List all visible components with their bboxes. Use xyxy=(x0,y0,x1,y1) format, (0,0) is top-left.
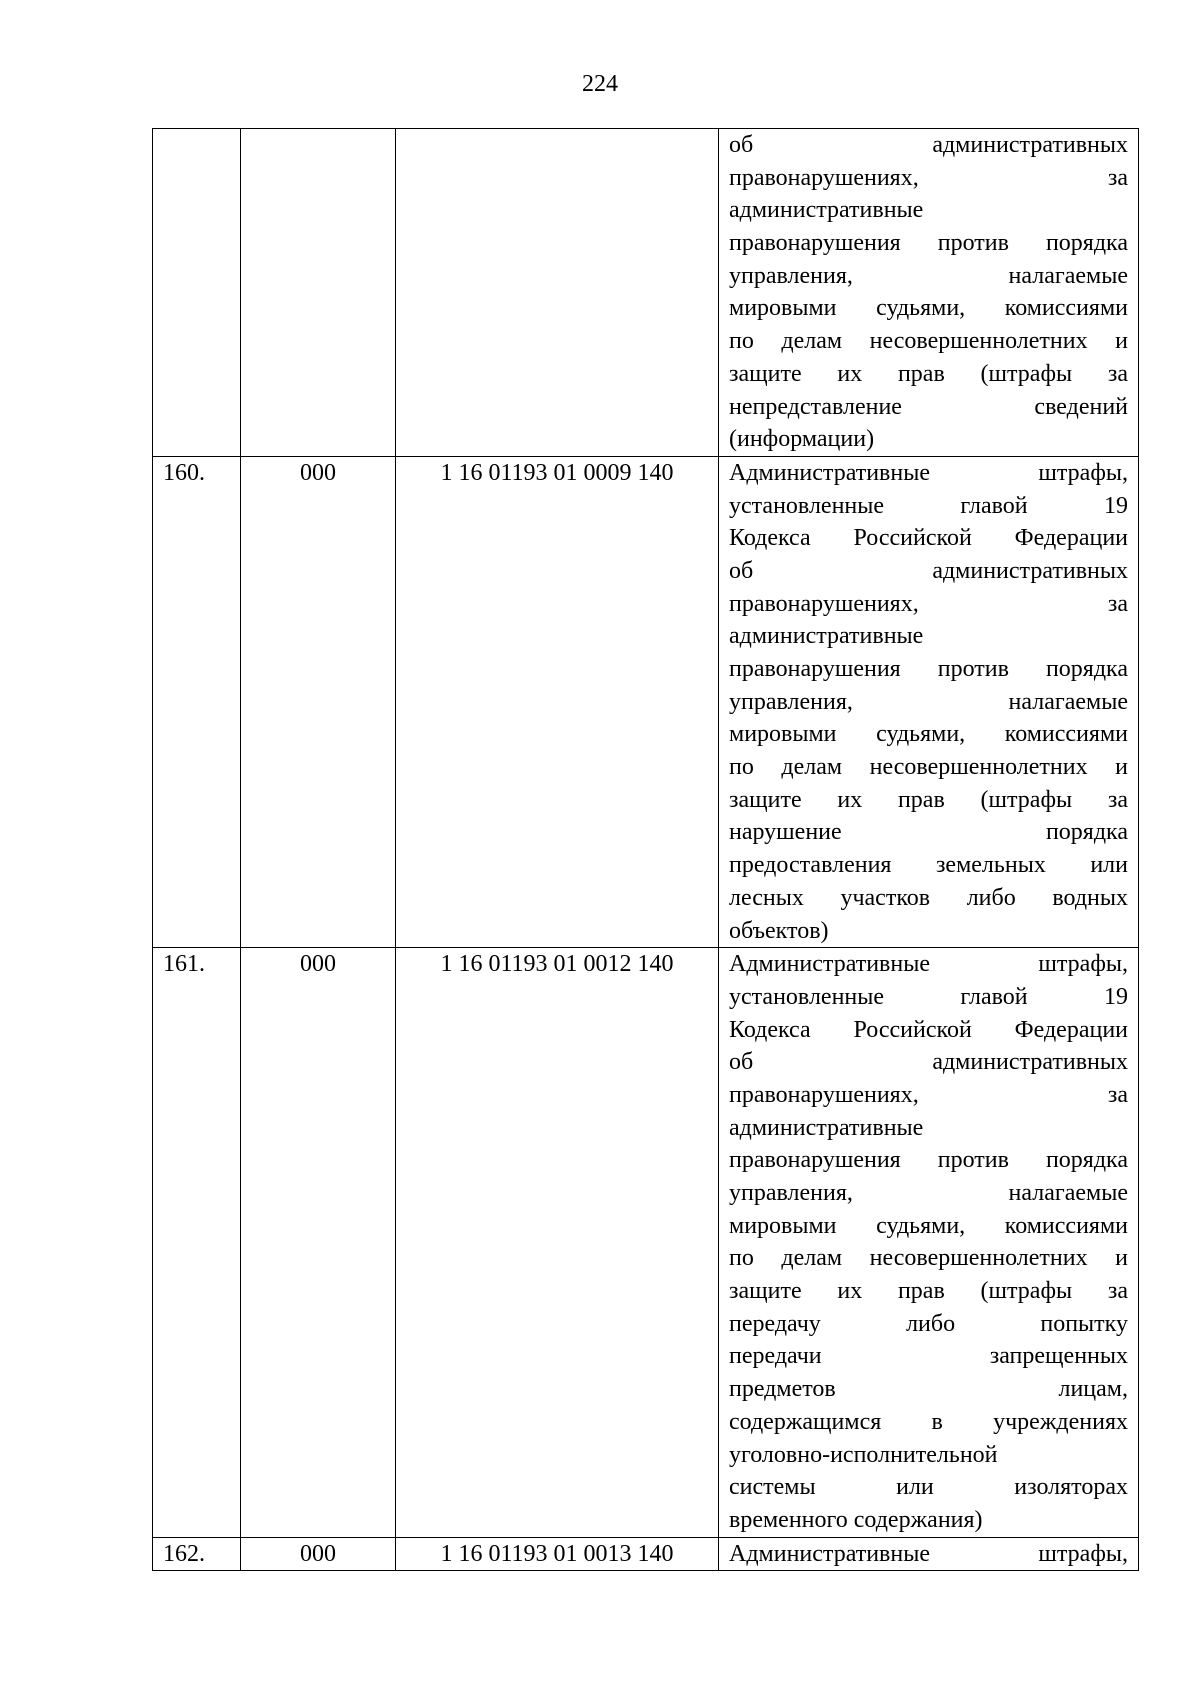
description-line: передачи запрещенных xyxy=(729,1343,1128,1370)
description-line: правонарушениях, за xyxy=(729,164,1128,191)
table-row xyxy=(153,1537,1139,1571)
row-number xyxy=(153,129,241,457)
admin-code-cell xyxy=(241,129,396,457)
table-row xyxy=(153,129,1139,457)
description-line: мировыми судьями, комиссиями xyxy=(729,295,1128,322)
description-line: (информации) xyxy=(729,426,875,453)
description-line: правонарушениях, за xyxy=(729,590,1128,617)
description-line: непредставление сведений xyxy=(729,393,1128,420)
description-line: административные xyxy=(729,1114,924,1141)
description-line: правонарушениях, за xyxy=(729,1081,1128,1108)
description-cell xyxy=(719,456,1139,947)
row-number: 160. xyxy=(153,456,241,947)
description-line: предметов лицам, xyxy=(729,1376,1128,1403)
description-line: Административные штрафы, xyxy=(729,459,1128,486)
table-row xyxy=(153,948,1139,1537)
description-cell xyxy=(719,1537,1139,1571)
description-line: лесных участков либо водных xyxy=(729,884,1128,911)
description-line: установленные главой 19 xyxy=(729,492,1128,519)
description-line: нарушение порядка xyxy=(729,819,1128,846)
description-line: по делам несовершеннолетних и xyxy=(729,754,1128,781)
admin-code-cell: 000 xyxy=(241,456,396,947)
description-line: предоставления земельных или xyxy=(729,852,1128,879)
description-line: содержащимся в учреждениях xyxy=(729,1408,1128,1435)
description-cell xyxy=(719,948,1139,1537)
description-line: об административных xyxy=(729,1049,1128,1076)
admin-code-cell: 000 xyxy=(241,948,396,1537)
budget-code-cell: 1 16 01193 01 0009 140 xyxy=(396,456,719,947)
description-line: защите их прав (штрафы за xyxy=(729,360,1128,387)
description-line: защите их прав (штрафы за xyxy=(729,786,1128,813)
description-line: защите их прав (штрафы за xyxy=(729,1278,1128,1305)
description-line: временного содержания) xyxy=(729,1506,983,1533)
description-line: правонарушения против порядка xyxy=(729,656,1128,682)
description-line: Кодекса Российской Федерации xyxy=(729,525,1128,552)
description-line: системы или изоляторах xyxy=(729,1474,1128,1501)
description-line: уголовно-исполнительной xyxy=(729,1441,998,1468)
description-line: объектов) xyxy=(729,917,829,944)
description-line: административные xyxy=(729,197,924,224)
description-line: Административные штрафы, xyxy=(729,951,1128,978)
description-line: управления, налагаемые xyxy=(729,262,1128,289)
description-line: передачу либо попытку xyxy=(729,1310,1128,1337)
budget-code-cell: 1 16 01193 01 0013 140 xyxy=(396,1537,719,1571)
description-line: управления, налагаемые xyxy=(729,1180,1128,1206)
description-line: по делам несовершеннолетних и xyxy=(729,328,1128,355)
table-row xyxy=(153,456,1139,947)
description-line: по делам несовершеннолетних и xyxy=(729,1245,1128,1272)
budget-code-cell xyxy=(396,129,719,457)
page-number: 224 xyxy=(582,71,618,97)
description-line: Административные штрафы, xyxy=(729,1540,1128,1567)
description-line: об административных xyxy=(729,132,1128,158)
description-line: мировыми судьями, комиссиями xyxy=(729,1212,1128,1239)
description-line: правонарушения против порядка xyxy=(729,1147,1128,1174)
budget-codes-table xyxy=(152,128,1139,1571)
description-line: управления, налагаемые xyxy=(729,688,1128,715)
admin-code-cell: 000 xyxy=(241,1537,396,1571)
description-cell xyxy=(719,129,1139,457)
description-line: административные xyxy=(729,623,924,650)
description-line: мировыми судьями, комиссиями xyxy=(729,721,1128,748)
description-line: правонарушения против порядка xyxy=(729,230,1128,257)
row-number: 162. xyxy=(153,1537,241,1571)
description-line: Кодекса Российской Федерации xyxy=(729,1016,1128,1043)
description-line: об административных xyxy=(729,557,1128,584)
row-number: 161. xyxy=(153,948,241,1537)
description-line: установленные главой 19 xyxy=(729,983,1128,1010)
budget-code-cell: 1 16 01193 01 0012 140 xyxy=(396,948,719,1537)
table-body xyxy=(153,129,1139,1571)
